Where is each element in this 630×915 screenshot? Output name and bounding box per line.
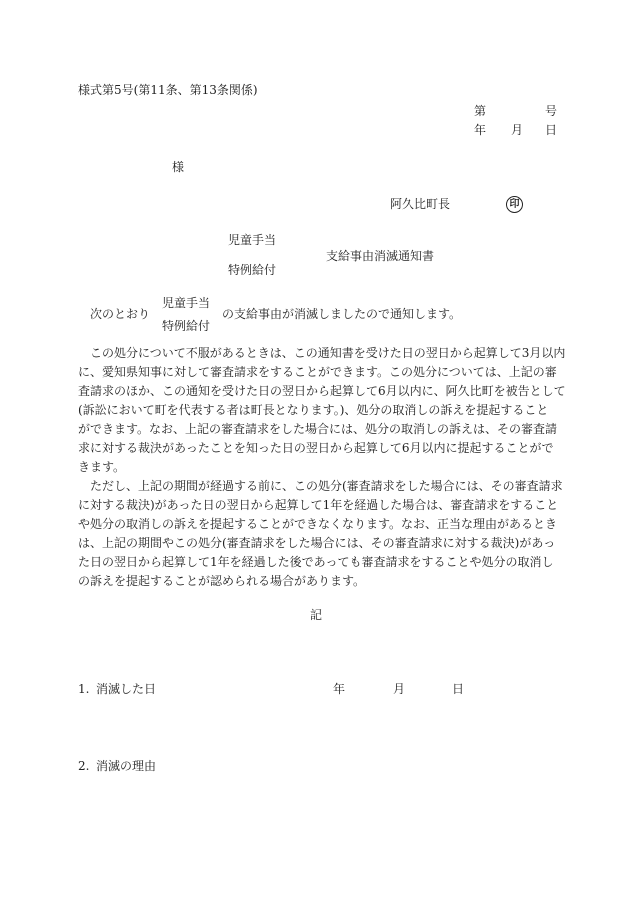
body-line: この処分について不服があるときは、この通知書を受けた日の翌日から起算して3月以内	[90, 346, 566, 360]
body-line: (訴訟において町を代表する者は町長となります。)、処分の取消しの訴えを提起すること	[78, 403, 549, 417]
item-1-year: 年	[333, 682, 346, 696]
document-title: 支給事由消滅通知書	[326, 249, 435, 263]
date-day: 日	[545, 123, 558, 137]
item-1-label: 消滅した日	[96, 682, 157, 696]
appeal-notice-body	[78, 344, 578, 591]
form-label: 様式第5号(第11条、第13条関係)	[78, 83, 258, 97]
item-1-month: 月	[393, 682, 406, 696]
body-line: の訴えを提起することが認められる場合があります。	[78, 574, 366, 588]
body-line: ができます。なお、上記の審査請求をした場合には、処分の取消しの訴えは、その審査請	[78, 422, 558, 436]
sender-title: 阿久比町長	[390, 197, 451, 211]
body-line: 査請求のほか、この通知を受けた日の翌日から起算して6月以内に、阿久比町を被告として	[78, 384, 566, 398]
body-line: ただし、上記の期間が経過する前に、この処分(審査請求をした場合には、その審査請求	[90, 479, 563, 493]
body-line: きます。	[78, 460, 126, 474]
intro-option-special-benefit: 特例給付	[162, 319, 211, 333]
section-marker: 記	[310, 608, 323, 622]
document-number-prefix: 第	[474, 104, 487, 118]
body-line: に対する裁決)があった日の翌日から起算して1年を経過した場合は、審査請求をすること	[78, 498, 559, 512]
title-option-special-benefit: 特例給付	[228, 263, 277, 277]
seal-stamp: 印	[506, 196, 523, 213]
body-line: 求に対する裁決があったことを知った日の翌日から起算して6月以内に提起することがで	[78, 441, 554, 455]
title-option-child-allowance: 児童手当	[228, 233, 277, 247]
item-2-number: 2.	[78, 759, 90, 773]
date-year: 年	[474, 123, 487, 137]
item-1-day: 日	[452, 682, 465, 696]
date-month: 月	[511, 123, 524, 137]
document-number-suffix: 号	[545, 104, 558, 118]
item-2-label: 消滅の理由	[96, 759, 157, 773]
addressee-honorific: 様	[172, 160, 185, 174]
body-line: た日の翌日から起算して1年を経過した後であっても審査請求をすることや処分の取消し	[78, 555, 554, 569]
body-line: や処分の取消しの訴えを提起することができなくなります。なお、正当な理由があるとき	[78, 517, 558, 531]
item-1-number: 1.	[78, 682, 90, 696]
intro-prefix: 次のとおり	[90, 307, 151, 321]
body-line: に、愛知県知事に対して審査請求をすることができます。この処分については、上記の審	[78, 365, 557, 379]
intro-option-child-allowance: 児童手当	[162, 296, 211, 310]
intro-suffix: の支給事由が消滅しましたので通知します。	[222, 307, 462, 321]
body-line: は、上記の期間やこの処分(審査請求をした場合には、その審査請求に対する裁決)があっ	[78, 536, 556, 550]
